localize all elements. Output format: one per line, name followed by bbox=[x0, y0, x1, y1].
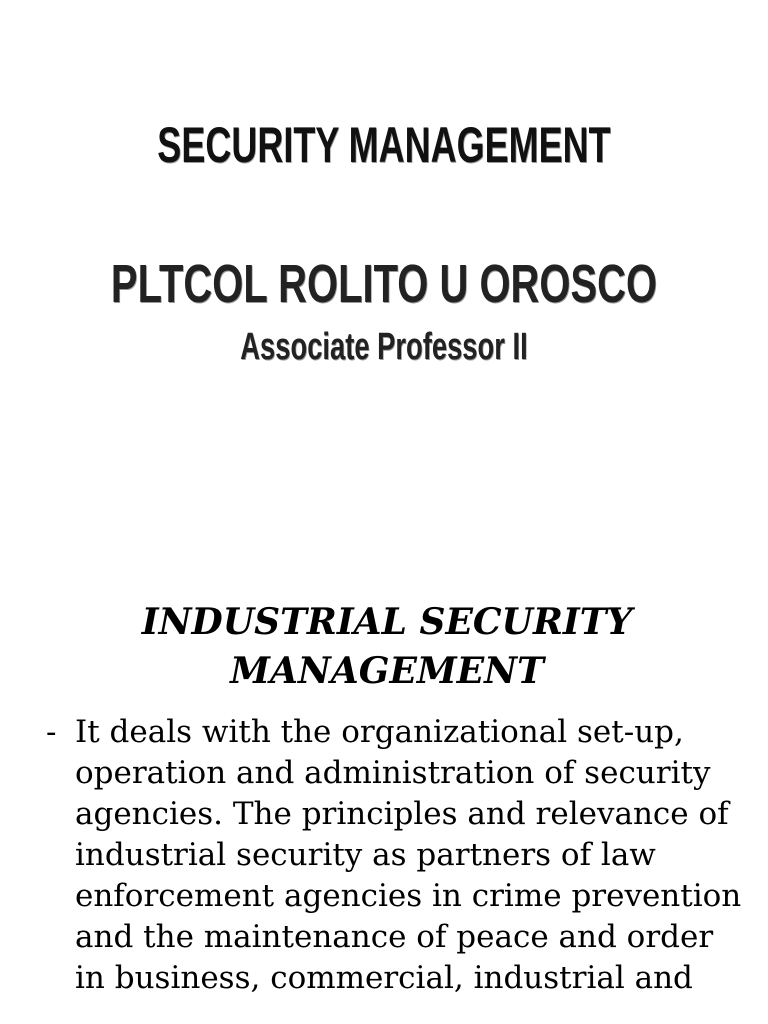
definition-bullet bbox=[46, 712, 746, 999]
content-slide bbox=[0, 512, 768, 1024]
slide-title: SECURITY MANAGEMENT bbox=[157, 117, 611, 173]
section-heading: INDUSTRIAL SECURITY MANAGEMENT bbox=[141, 601, 633, 692]
definition-text: It deals with the organizational set-up, operation and administration of security agencies. The principles and relevance of industrial security as partners of law enforcement agencies in crime prevention and the maintenance of peace and order in business, commercial, industrial and bbox=[75, 714, 742, 996]
presenter-title: Associate Professor II bbox=[240, 326, 528, 368]
presenter-name: PLTCOL ROLITO U OROSCO bbox=[110, 254, 658, 314]
bullet-dash: - bbox=[46, 714, 57, 750]
